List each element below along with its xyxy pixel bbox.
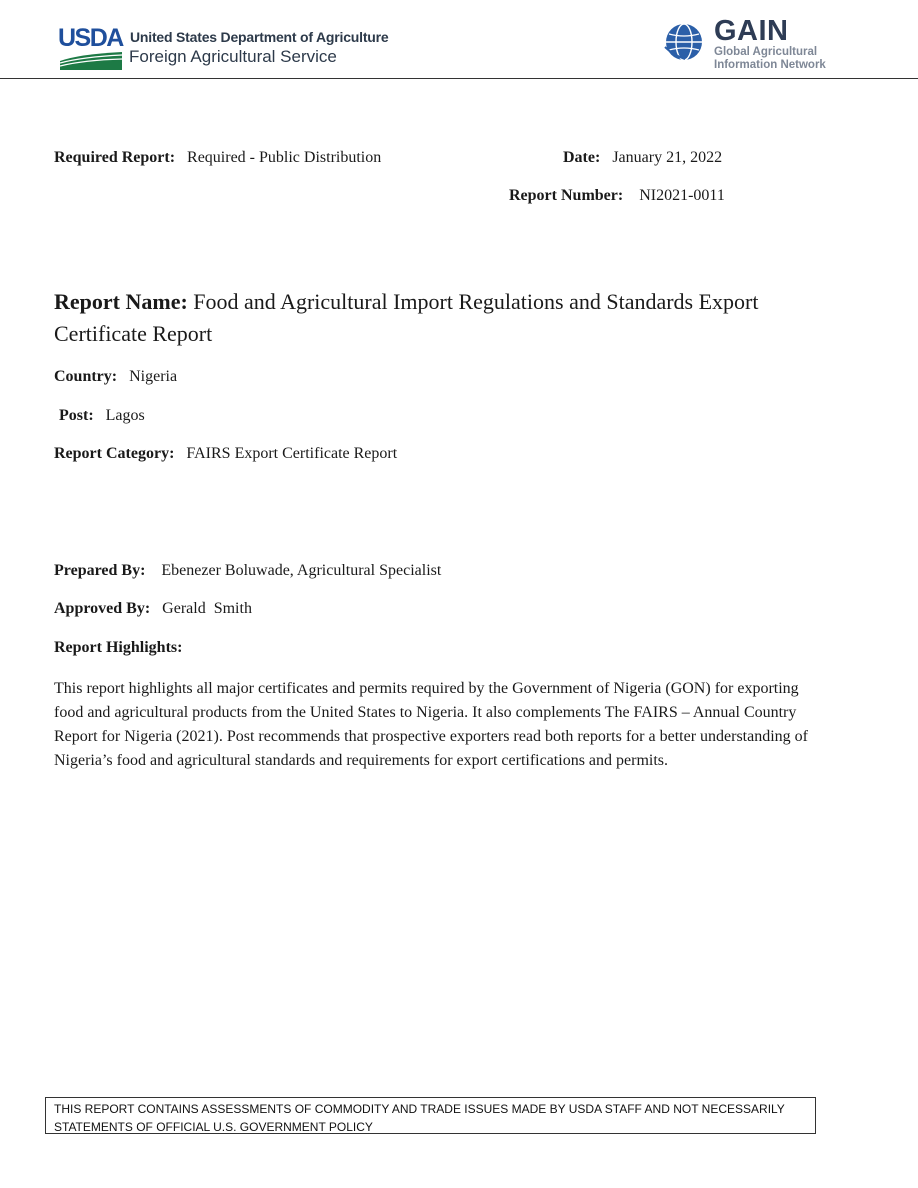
report-name-label: Report Name: <box>54 289 188 314</box>
agency-name: United States Department of Agriculture <box>130 29 389 45</box>
prepared-by-value: Ebenezer Boluwade, Agricultural Specialist <box>161 562 442 579</box>
report-number-label: Report Number: <box>509 187 624 204</box>
country-value: Nigeria <box>129 368 178 385</box>
header-divider <box>0 78 918 79</box>
usda-logo-mark: USDA <box>58 24 123 52</box>
gain-tagline-1: Global Agricultural <box>714 46 818 58</box>
gain-tagline-2: Information Network <box>714 59 826 71</box>
usda-logo <box>58 26 122 72</box>
prepared-by-label: Prepared By: <box>54 562 146 579</box>
approved-by-line <box>54 599 252 619</box>
post-value: Lagos <box>105 407 145 424</box>
report-category-label: Report Category: <box>54 445 175 462</box>
report-highlights-text: This report highlights all major certificates and permits required by the Government of Nigeria (GON) for exporting food and agricultural products from the United States to Nigeria. It also complements The FAIRS – Annual Country Report for Nigeria (2021). Post recommends that prospective exporters read both reports for a better understanding of Nigeria’s food and agricultural standards and requirements for export certifications and permits. <box>54 680 808 769</box>
required-report-line <box>54 148 381 168</box>
report-name-value: Food and Agricultural Import Regulations and Standards Export Certificate Report <box>54 289 759 346</box>
globe-icon <box>663 21 705 63</box>
prepared-by-line <box>54 561 441 581</box>
date-value: January 21, 2022 <box>612 149 723 166</box>
service-name: Foreign Agricultural Service <box>129 47 337 66</box>
gain-mark: GAIN <box>714 15 789 47</box>
country-line <box>54 367 177 387</box>
usda-logo-icon <box>60 52 122 70</box>
post-line <box>59 406 145 426</box>
report-category-value: FAIRS Export Certificate Report <box>186 445 398 462</box>
date-label: Date: <box>563 149 601 166</box>
report-name <box>54 286 814 350</box>
report-number-value: NI2021-0011 <box>639 187 725 204</box>
disclaimer-box: THIS REPORT CONTAINS ASSESSMENTS OF COMMODITY AND TRADE ISSUES MADE BY USDA STAFF AND NOT NECESSARILY STATEMENTS OF OFFICIAL U.S. GOVERNMENT POLICY <box>45 1097 816 1134</box>
date-line <box>563 148 722 168</box>
required-report-label: Required Report: <box>54 149 176 166</box>
required-report-value: Required - Public Distribution <box>187 149 382 166</box>
report-highlights-heading: Report Highlights: <box>54 639 183 656</box>
country-label: Country: <box>54 368 118 385</box>
approved-by-value: Gerald Smith <box>162 600 252 617</box>
approved-by-label: Approved By: <box>54 600 151 617</box>
post-label: Post: <box>59 407 94 424</box>
report-number-line <box>509 186 725 206</box>
report-category-line <box>54 444 397 464</box>
